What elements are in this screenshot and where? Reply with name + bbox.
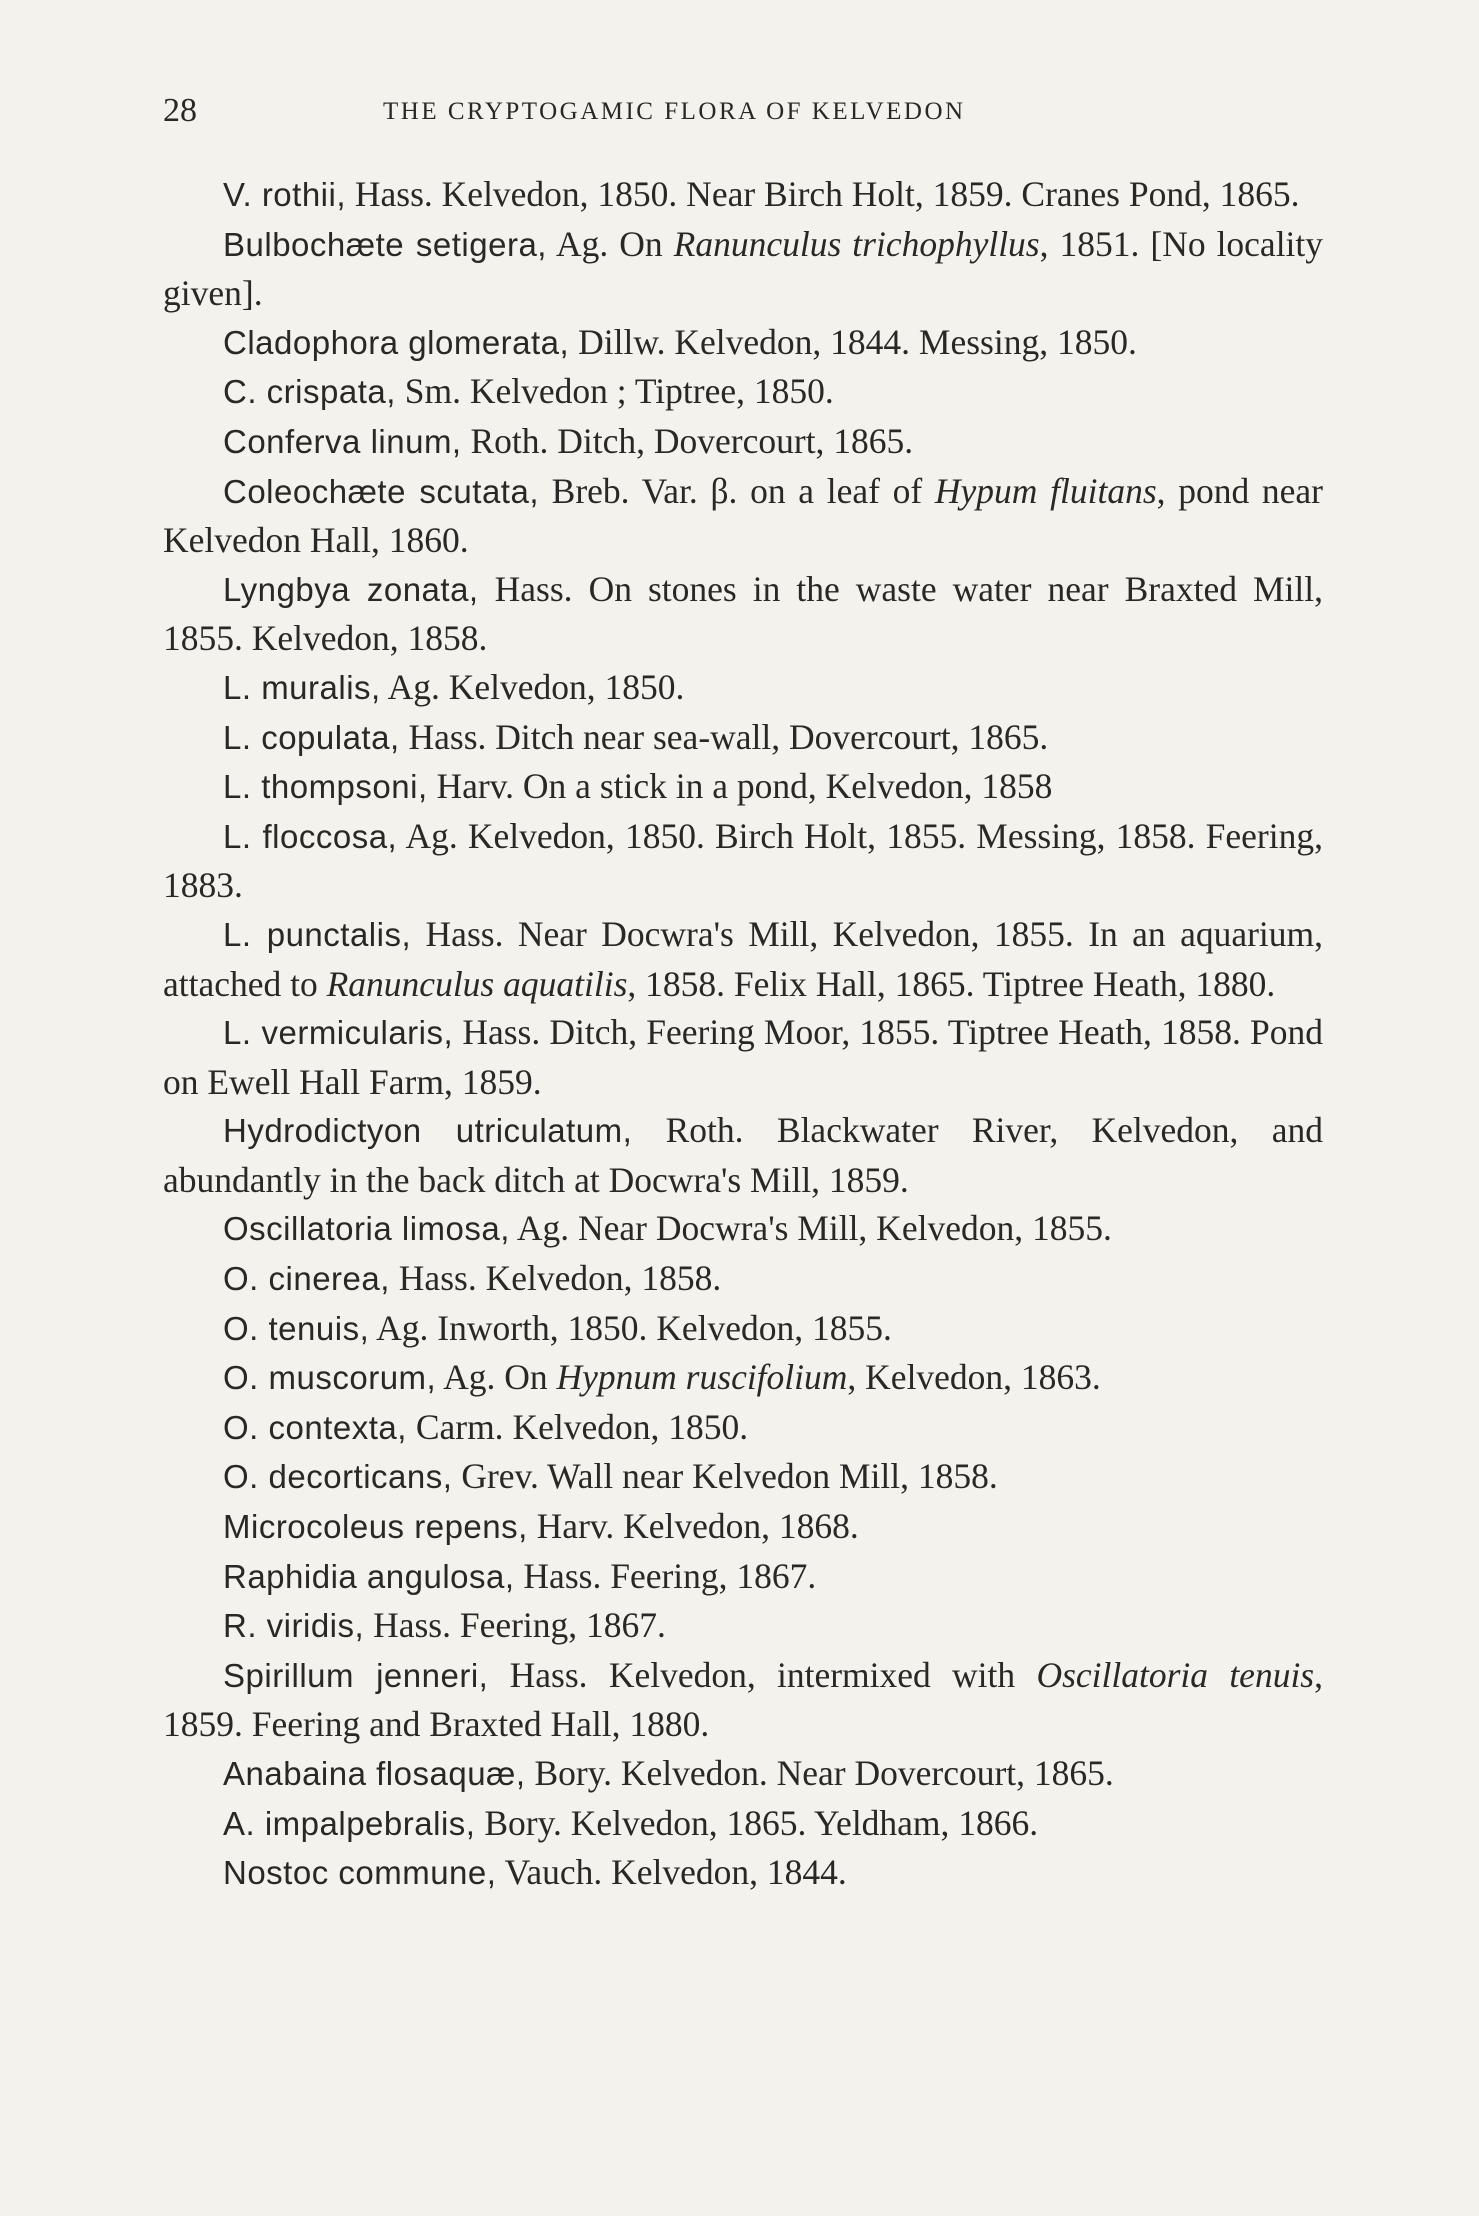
record-text: Kelvedon, 1850. Birch Holt, 1855. Messing, 1858. Feering, 1883.	[163, 815, 1323, 906]
record-text: Near Docwra's Mill, Kelvedon, 1855.	[577, 1208, 1112, 1249]
species-entry	[163, 713, 1323, 763]
species-entry	[163, 1403, 1323, 1453]
record-text: Kelvedon, 1865. Yeldham, 1866.	[570, 1802, 1039, 1843]
record-text: Feering, 1867.	[610, 1555, 817, 1596]
species-name: O. muscorum,	[223, 1359, 437, 1397]
record-text: Var. β. on a leaf of	[641, 470, 935, 511]
species-authority: Dillw.	[578, 321, 666, 362]
species-entry	[163, 565, 1323, 663]
species-entry	[163, 812, 1323, 910]
species-authority: Carm.	[415, 1406, 504, 1447]
species-entry	[163, 1106, 1323, 1204]
species-authority: Sm.	[404, 371, 461, 412]
record-text: Blackwater River, Kelvedon, and abundantly in the back ditch at Docwra's Mill, 1859.	[163, 1110, 1324, 1200]
species-entry	[163, 1304, 1323, 1354]
record-text: On stones in the waste water near Braxted Mill, 1855. Kelvedon, 1858.	[163, 568, 1324, 659]
species-entry	[163, 1353, 1323, 1403]
italic-taxon: Ranunculus trichophyllus	[673, 223, 1040, 264]
italic-taxon: Oscillatoria tenuis	[1036, 1654, 1315, 1695]
italic-taxon: Ranunculus aquatilis	[326, 963, 628, 1004]
page-number: 28	[163, 92, 197, 129]
record-text: , 1859. Feering and Braxted Hall, 1880.	[163, 1654, 1323, 1745]
species-entry	[163, 367, 1323, 417]
species-name: Nostoc commune,	[223, 1854, 497, 1892]
species-entry	[163, 1254, 1323, 1304]
record-text: Ditch near sea-wall, Dovercourt, 1865.	[495, 716, 1049, 757]
species-name: A. impalpebralis,	[223, 1804, 476, 1842]
species-list	[163, 170, 1323, 1898]
species-name: Oscillatoria limosa,	[223, 1210, 510, 1248]
species-entry	[163, 1651, 1323, 1749]
record-text: Ditch, Dovercourt, 1865.	[557, 420, 914, 461]
species-authority: Hass.	[398, 1258, 477, 1299]
species-authority: Ag.	[387, 666, 440, 707]
species-name: Anabaina flosaquæ,	[223, 1755, 526, 1792]
record-text: Wall near Kelvedon Mill, 1858.	[547, 1456, 998, 1497]
species-entry	[163, 220, 1323, 318]
record-text: Kelvedon. Near Dovercourt, 1865.	[620, 1753, 1114, 1793]
species-entry	[163, 1008, 1323, 1106]
species-name: O. tenuis,	[223, 1309, 370, 1347]
species-name: L. punctalis,	[223, 915, 412, 953]
species-authority: Ag.	[405, 815, 458, 856]
species-entry	[163, 318, 1323, 368]
record-text: Inworth, 1850. Kelvedon, 1855.	[437, 1307, 892, 1348]
species-authority: Harv.	[436, 766, 515, 807]
species-name: L. copulata,	[223, 718, 400, 756]
species-authority: Roth.	[665, 1110, 744, 1151]
species-name: L. thompsoni,	[223, 768, 428, 806]
species-name: Hydrodictyon utriculatum,	[223, 1112, 633, 1150]
record-text: , Kelvedon, 1863.	[847, 1357, 1101, 1398]
species-name: Cladophora glomerata,	[223, 323, 570, 361]
species-name: L. muralis,	[223, 668, 381, 706]
species-entry	[163, 1848, 1323, 1898]
species-authority: Hass.	[373, 1605, 451, 1646]
species-entry	[163, 170, 1323, 220]
species-authority: Harv.	[536, 1506, 615, 1547]
species-name: Bulbochæte setigera,	[223, 225, 547, 263]
species-authority: Hass.	[494, 568, 573, 609]
record-text: Ditch, Feering Moor, 1855. Tiptree Heath, 1858. Pond on Ewell Hall Farm, 1859.	[163, 1012, 1323, 1102]
record-text: Kelvedon, 1850.	[448, 666, 685, 707]
running-title: THE CRYPTOGAMIC FLORA OF KELVEDON	[383, 98, 966, 125]
record-text: On	[504, 1357, 557, 1398]
species-authority: Hass.	[509, 1654, 588, 1695]
species-authority: Hass.	[425, 913, 504, 954]
species-name: Coleochæte scutata,	[223, 472, 539, 510]
species-entry	[163, 1601, 1323, 1651]
record-text: On a stick in a pond, Kelvedon, 1858	[522, 766, 1053, 807]
record-text: , pond near Kelvedon Hall, 1860.	[163, 470, 1323, 561]
species-authority: Grev.	[461, 1456, 539, 1497]
record-text: On	[619, 223, 674, 264]
record-text: Kelvedon, 1844. Messing, 1850.	[674, 321, 1137, 362]
species-authority: Hass.	[462, 1012, 541, 1053]
species-name: C. crispata,	[223, 373, 396, 411]
record-text: Kelvedon ; Tiptree, 1850.	[469, 371, 834, 412]
italic-taxon: Hypum fluitans	[934, 470, 1157, 511]
species-name: O. contexta,	[223, 1408, 407, 1446]
species-entry	[163, 762, 1323, 812]
species-name: Conferva linum,	[223, 422, 462, 460]
species-authority: Bory.	[534, 1753, 613, 1793]
species-name: Lyngbya zonata,	[223, 570, 479, 608]
record-text: Near Docwra's Mill, Kelvedon, 1855. In an aquarium, attached to	[163, 913, 1324, 1004]
record-text: Kelvedon, intermixed with	[608, 1654, 1037, 1695]
species-authority: Ag.	[556, 223, 609, 264]
species-entry	[163, 1552, 1323, 1602]
species-authority: Hass.	[354, 174, 433, 214]
species-entry	[163, 417, 1323, 467]
species-name: Microcoleus repens,	[223, 1508, 528, 1546]
species-authority: Ag.	[443, 1357, 496, 1398]
record-text: Kelvedon, 1858.	[485, 1258, 722, 1299]
record-text: Kelvedon, 1850.	[512, 1406, 749, 1447]
record-text: , 1851. [No locality given].	[163, 223, 1324, 314]
species-authority: Breb.	[551, 470, 630, 511]
species-name: Spirillum jenneri,	[223, 1656, 489, 1694]
species-authority: Ag.	[376, 1307, 429, 1348]
species-entry	[163, 1749, 1323, 1799]
species-name: L. vermicularis,	[223, 1014, 454, 1052]
page-header	[163, 92, 1323, 132]
species-authority: Hass.	[523, 1555, 602, 1596]
record-text: Kelvedon, 1850. Near Birch Holt, 1859. Cranes Pond, 1865.	[441, 174, 1300, 214]
species-entry	[163, 1502, 1323, 1552]
species-authority: Ag.	[516, 1208, 570, 1249]
species-name: Raphidia angulosa,	[223, 1557, 515, 1595]
italic-taxon: Hypnum ruscifolium	[556, 1357, 848, 1398]
species-authority: Hass.	[408, 716, 487, 757]
species-entry	[163, 910, 1323, 1008]
record-text: Kelvedon, 1868.	[623, 1506, 859, 1547]
record-text: Kelvedon, 1844.	[611, 1852, 847, 1893]
species-name: V. rothii,	[223, 176, 347, 213]
species-authority: Bory.	[484, 1802, 562, 1843]
species-entry	[163, 467, 1323, 565]
record-text: , 1858. Felix Hall, 1865. Tiptree Heath, 1880.	[627, 963, 1276, 1004]
species-name: O. cinerea,	[223, 1260, 390, 1298]
species-name: L. floccosa,	[223, 817, 398, 855]
species-name: R. viridis,	[223, 1607, 365, 1645]
species-entry	[163, 663, 1323, 713]
record-text: Feering, 1867.	[459, 1605, 666, 1646]
species-entry	[163, 1204, 1323, 1254]
species-entry	[163, 1452, 1323, 1502]
species-entry	[163, 1799, 1323, 1849]
species-authority: Vauch.	[504, 1852, 603, 1893]
species-name: O. decorticans,	[223, 1458, 453, 1496]
species-authority: Roth.	[470, 420, 549, 461]
